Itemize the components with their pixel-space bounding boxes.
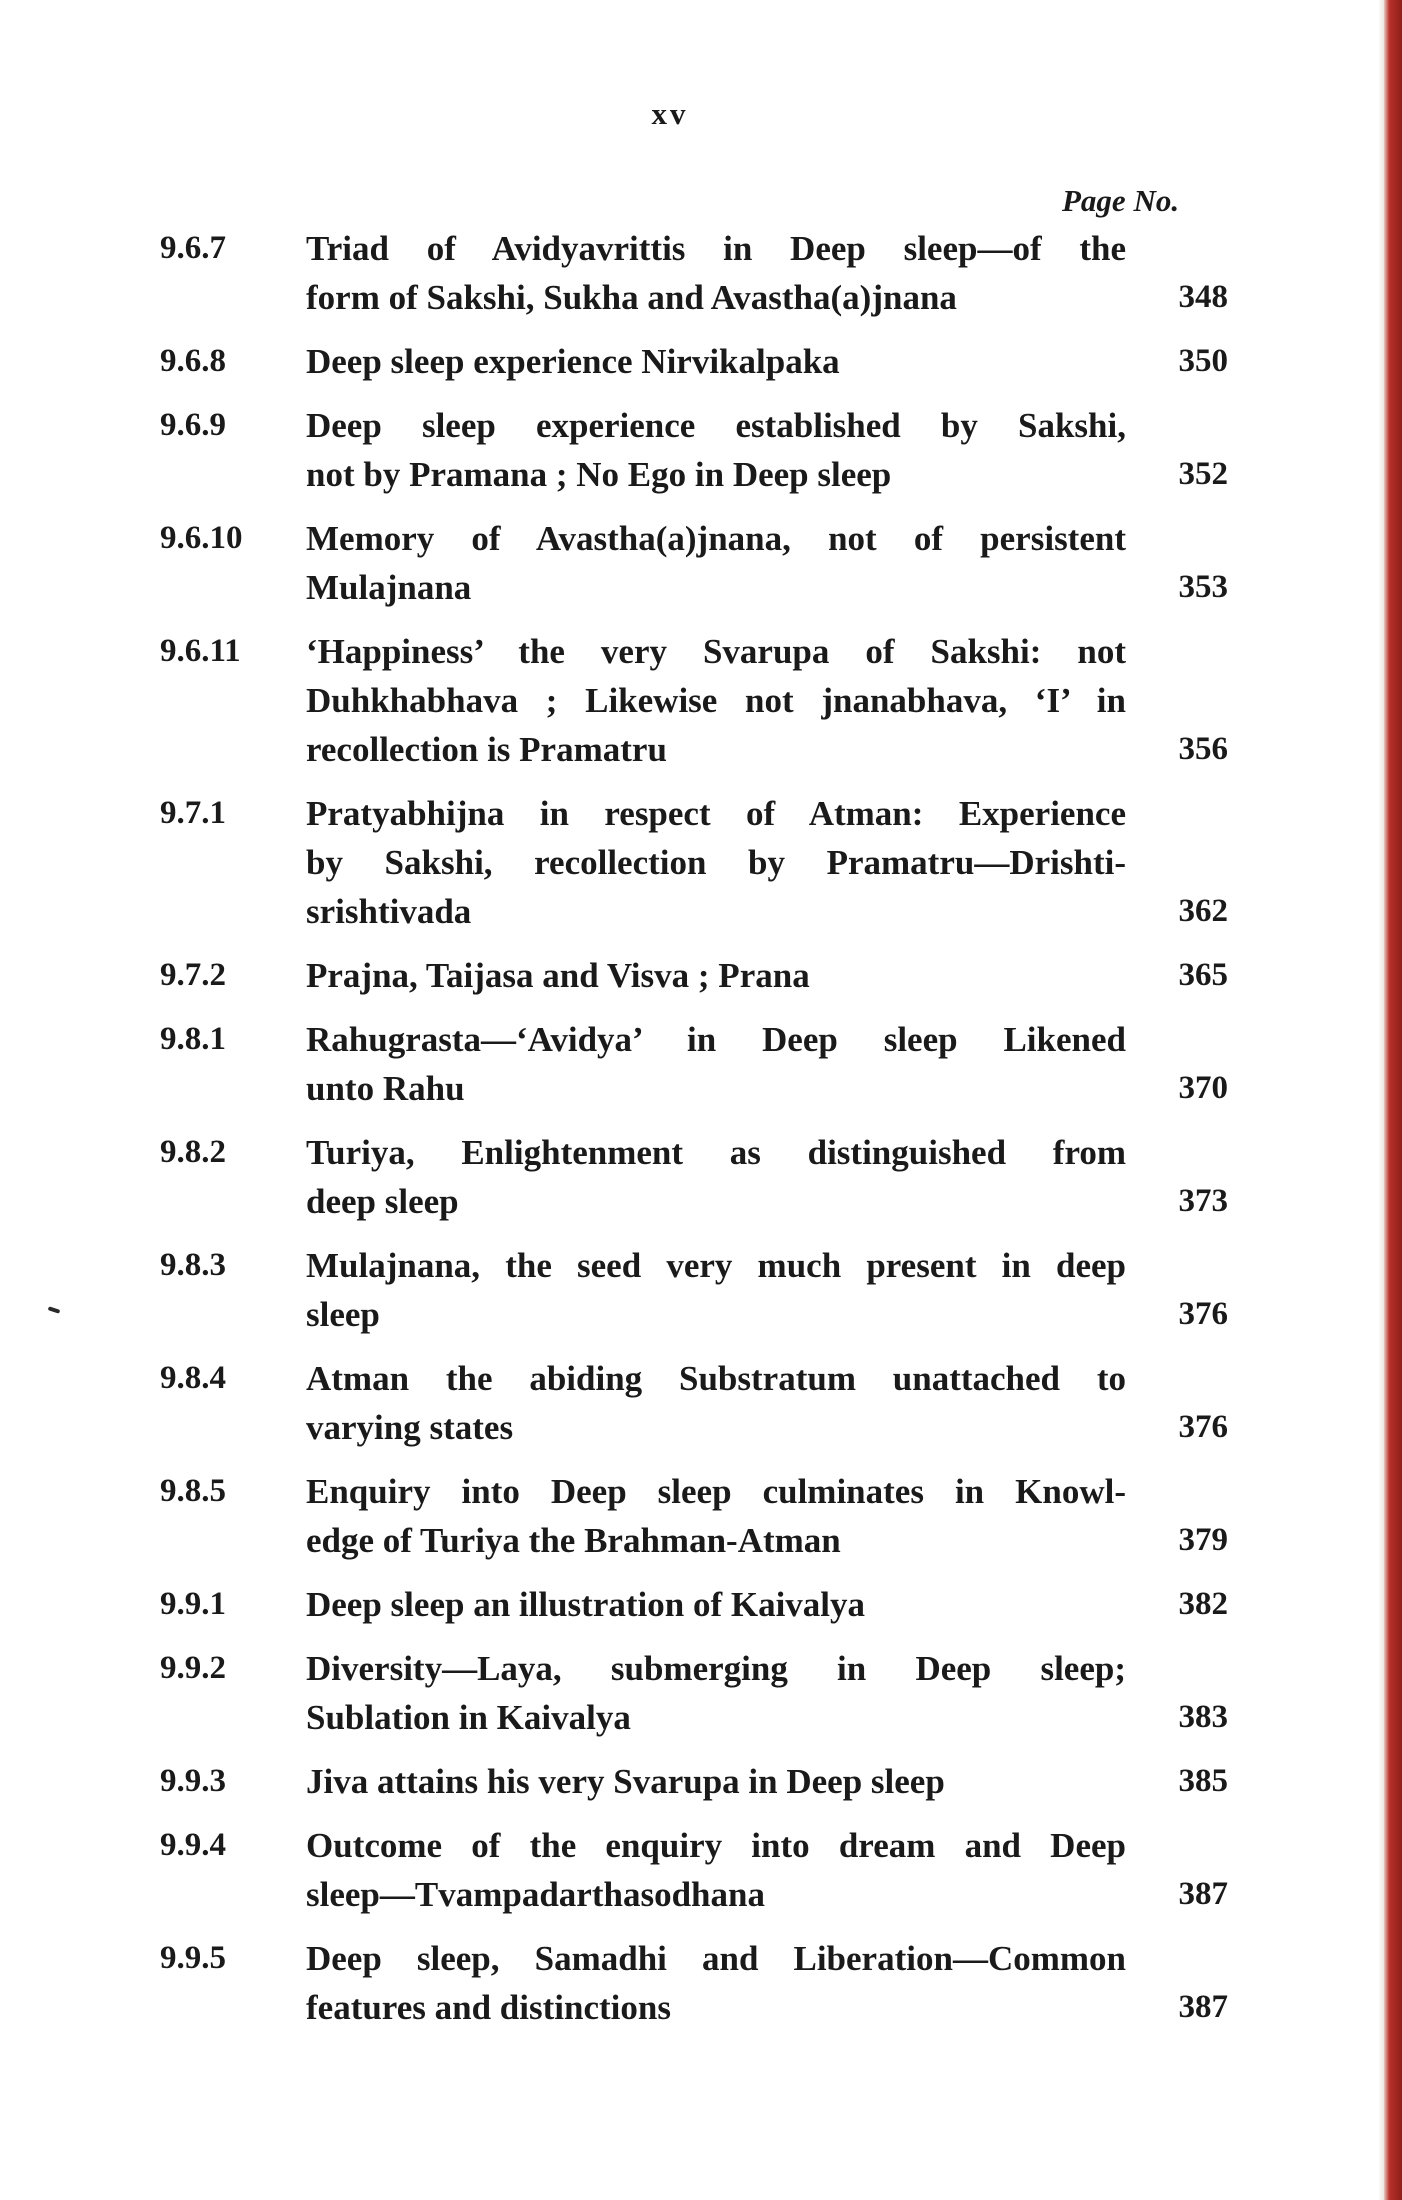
section-title-line: sleep—Tvampadarthasodhana: [306, 1875, 765, 1914]
section-number: 9.6.11: [160, 633, 241, 669]
page-number: 370: [1178, 1070, 1228, 1106]
toc-entry: [160, 1821, 1230, 1919]
section-title-line: Memory of Avastha(a)jnana, not of persistent: [306, 519, 1126, 558]
section-title-line: Deep sleep experience established by Sakshi,: [306, 406, 1126, 445]
section-number: 9.6.7: [160, 230, 226, 266]
section-number: 9.8.2: [160, 1134, 226, 1170]
page-number: 362: [1178, 893, 1228, 929]
book-page-edge: [1384, 0, 1402, 2200]
page-number: 385: [1178, 1763, 1228, 1799]
page-number-column-header: Page No.: [1062, 183, 1180, 218]
section-number: 9.7.1: [160, 795, 226, 831]
toc-entry: [160, 789, 1230, 936]
section-title: [306, 1354, 1126, 1452]
section-title: [306, 337, 1126, 386]
section-title-line: unto Rahu: [306, 1069, 465, 1108]
page-number: 383: [1178, 1699, 1228, 1735]
page-number: 373: [1178, 1183, 1228, 1219]
section-title: [306, 224, 1126, 322]
section-title-line: Triad of Avidyavrittis in Deep sleep—of the: [306, 229, 1126, 268]
section-number: 9.6.8: [160, 343, 226, 379]
section-title-line: Prajna, Taijasa and Visva ; Prana: [306, 956, 810, 995]
section-title: [306, 1241, 1126, 1339]
section-title-line: varying states: [306, 1408, 514, 1447]
section-number: 9.6.10: [160, 520, 243, 556]
page-number: 348: [1178, 279, 1228, 315]
toc-entry: [160, 224, 1230, 322]
page-number: 387: [1178, 1989, 1228, 2025]
toc-entry: [160, 1934, 1230, 2032]
page-number: 353: [1178, 569, 1228, 605]
section-title-line: Sublation in Kaivalya: [306, 1698, 631, 1737]
section-title: [306, 951, 1126, 1000]
section-title: [306, 789, 1126, 936]
section-title-line: features and distinctions: [306, 1988, 671, 2027]
section-number: 9.9.3: [160, 1763, 226, 1799]
toc-entry: [160, 1128, 1230, 1226]
page-folio: xv: [651, 96, 689, 131]
section-number: 9.9.4: [160, 1827, 226, 1863]
section-title-line: srishtivada: [306, 892, 472, 931]
section-title: [306, 627, 1126, 774]
stray-ink-mark: [48, 1306, 61, 1314]
page-number: 356: [1178, 731, 1228, 767]
section-title-line: Deep sleep an illustration of Kaivalya: [306, 1585, 866, 1624]
page-number: 387: [1178, 1876, 1228, 1912]
page-number: 350: [1178, 343, 1228, 379]
section-title-line: edge of Turiya the Brahman-Atman: [306, 1521, 841, 1560]
section-title-line: by Sakshi, recollection by Pramatru—Drishti-: [306, 843, 1126, 882]
section-number: 9.9.5: [160, 1940, 226, 1976]
section-title: [306, 1467, 1126, 1565]
toc-entry: [160, 514, 1230, 612]
section-number: 9.8.1: [160, 1021, 226, 1057]
page-number: 379: [1178, 1522, 1228, 1558]
section-number: 9.9.2: [160, 1650, 226, 1686]
section-title-line: Mulajnana: [306, 568, 472, 607]
section-title: [306, 1580, 1126, 1629]
toc-entry: [160, 1354, 1230, 1452]
section-title-line: Turiya, Enlightenment as distinguished from: [306, 1133, 1126, 1172]
table-of-contents: [160, 224, 1230, 2047]
section-title: [306, 1821, 1126, 1919]
section-title-line: deep sleep: [306, 1182, 459, 1221]
section-title-line: form of Sakshi, Sukha and Avastha(a)jnana: [306, 278, 957, 317]
section-title-line: Atman the abiding Substratum unattached to: [306, 1359, 1126, 1398]
section-number: 9.8.5: [160, 1473, 226, 1509]
section-number: 9.9.1: [160, 1586, 226, 1622]
toc-entry: [160, 951, 1230, 1000]
section-number: 9.8.4: [160, 1360, 226, 1396]
toc-entry: [160, 1467, 1230, 1565]
section-title-line: Outcome of the enquiry into dream and Deep: [306, 1826, 1126, 1865]
section-title-line: Deep sleep, Samadhi and Liberation—Common: [306, 1939, 1126, 1978]
section-title: [306, 401, 1126, 499]
section-title: [306, 1128, 1126, 1226]
section-number: 9.8.3: [160, 1247, 226, 1283]
section-title: [306, 514, 1126, 612]
section-number: 9.7.2: [160, 957, 226, 993]
section-title-line: Mulajnana, the seed very much present in deep: [306, 1246, 1126, 1285]
page-number: 376: [1178, 1296, 1228, 1332]
section-title: [306, 1934, 1126, 2032]
section-title: [306, 1644, 1126, 1742]
section-title-line: Diversity—Laya, submerging in Deep sleep;: [306, 1649, 1126, 1688]
section-title-line: recollection is Pramatru: [306, 730, 667, 769]
page-number: 352: [1178, 456, 1228, 492]
toc-entry: [160, 1241, 1230, 1339]
section-title-line: Jiva attains his very Svarupa in Deep sleep: [306, 1762, 945, 1801]
section-title-line: Deep sleep experience Nirvikalpaka: [306, 342, 840, 381]
toc-entry: [160, 1644, 1230, 1742]
toc-entry: [160, 401, 1230, 499]
toc-entry: [160, 1757, 1230, 1806]
toc-entry: [160, 337, 1230, 386]
page-number: 376: [1178, 1409, 1228, 1445]
section-title-line: ‘Happiness’ the very Svarupa of Sakshi: not: [306, 632, 1126, 671]
section-title-line: Pratyabhijna in respect of Atman: Experience: [306, 794, 1126, 833]
page-number: 382: [1178, 1586, 1228, 1622]
section-title: [306, 1015, 1126, 1113]
section-title-line: sleep: [306, 1295, 380, 1334]
section-title-line: Duhkhabhava ; Likewise not jnanabhava, ‘I’ in: [306, 681, 1126, 720]
section-number: 9.6.9: [160, 407, 226, 443]
toc-entry: [160, 1015, 1230, 1113]
section-title-line: Enquiry into Deep sleep culminates in Knowl-: [306, 1472, 1126, 1511]
toc-entry: [160, 627, 1230, 774]
section-title-line: not by Pramana ; No Ego in Deep sleep: [306, 455, 892, 494]
toc-entry: [160, 1580, 1230, 1629]
page-number: 365: [1178, 957, 1228, 993]
section-title: [306, 1757, 1126, 1806]
section-title-line: Rahugrasta—‘Avidya’ in Deep sleep Likened: [306, 1020, 1126, 1059]
